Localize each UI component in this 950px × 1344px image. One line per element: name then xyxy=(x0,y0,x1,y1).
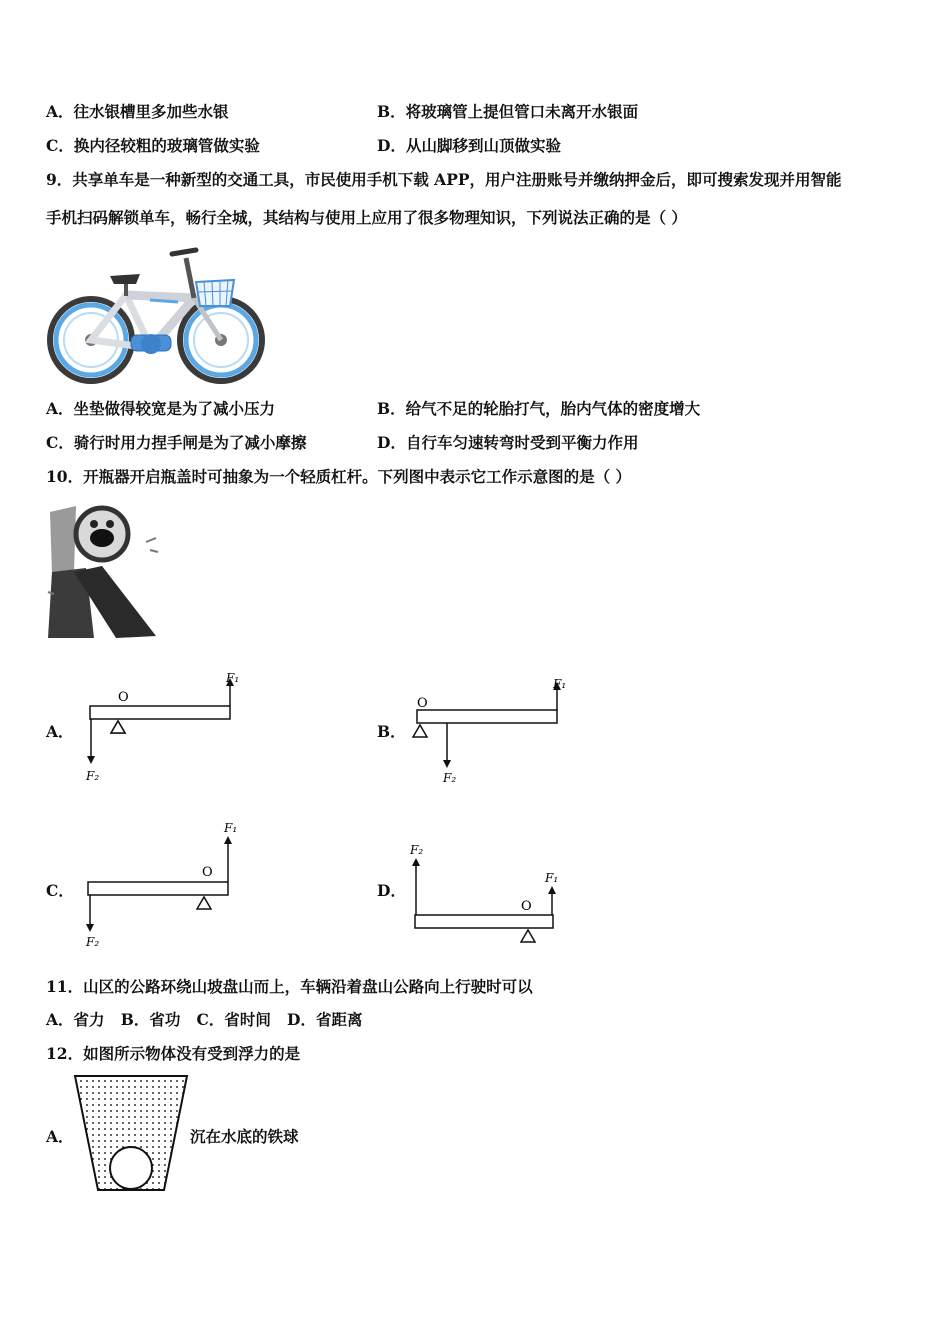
lever-c-pivot-label: O xyxy=(202,865,213,880)
q11-options: A．省力 B．省功 C．省时间 D．省距离 xyxy=(46,1010,363,1029)
q10-option-d-label: D． xyxy=(377,881,406,900)
lever-diagram-a xyxy=(80,670,245,790)
bottle-opener-photo xyxy=(46,502,164,640)
q10-option-c-label: C． xyxy=(46,881,74,900)
q12-option-a-label: A． xyxy=(46,1127,74,1146)
lever-b-f2-label: F₂ xyxy=(443,771,457,785)
q12-option-a-caption: 沉在水底的铁球 xyxy=(190,1127,299,1146)
q9-stem-line1: 9．共享单车是一种新型的交通工具，市民使用手机下载 APP，用户注册账号并缴纳押金后，即可搜索发现并用智能 xyxy=(46,170,842,189)
q9-option-b: B．给气不足的轮胎打气，胎内气体的密度增大 xyxy=(377,399,701,418)
q8-option-a: A．往水银槽里多加些水银 xyxy=(46,102,229,121)
lever-diagram-c xyxy=(80,814,245,949)
bicycle-figure xyxy=(46,240,266,388)
q9-option-a: A．坐垫做得较宽是为了减小压力 xyxy=(46,399,276,418)
lever-b-f1-label: F₁ xyxy=(553,677,567,691)
q9-stem-line2: 手机扫码解锁单车，畅行全城，其结构与使用上应用了很多物理知识，下列说法正确的是（ ） xyxy=(46,208,687,227)
q10-stem: 10．开瓶器开启瓶盖时可抽象为一个轻质杠杆。下列图中表示它工作示意图的是（ ） xyxy=(46,467,631,486)
lever-a-f2-label: F₂ xyxy=(86,769,100,783)
q9-option-c: C．骑行时用力捏手闸是为了减小摩擦 xyxy=(46,433,307,452)
lever-d-f1-label: F₁ xyxy=(545,871,559,885)
lever-diagram-d xyxy=(405,838,575,948)
q10-option-a-label: A． xyxy=(46,722,74,741)
lever-diagram-b xyxy=(405,674,575,789)
q12-stem: 12．如图所示物体没有受到浮力的是 xyxy=(46,1044,301,1063)
sunken-iron-ball-figure xyxy=(72,1072,192,1196)
q8-option-c: C．换内径较粗的玻璃管做实验 xyxy=(46,136,260,155)
q10-option-b-label: B． xyxy=(377,722,406,741)
lever-d-pivot-label: O xyxy=(521,899,532,914)
lever-d-f2-label: F₂ xyxy=(410,843,424,857)
q8-option-d: D．从山脚移到山顶做实验 xyxy=(377,136,561,155)
lever-a-f1-label: F₁ xyxy=(226,671,240,685)
q11-stem: 11．山区的公路环绕山坡盘山而上，车辆沿着盘山公路向上行驶时可以 xyxy=(46,977,533,996)
lever-a-pivot-label: O xyxy=(118,690,129,705)
q9-option-d: D．自行车匀速转弯时受到平衡力作用 xyxy=(377,433,639,452)
lever-b-pivot-label: O xyxy=(417,696,428,711)
lever-c-f2-label: F₂ xyxy=(86,935,100,949)
q8-option-b: B．将玻璃管上提但管口未离开水银面 xyxy=(377,102,639,121)
lever-c-f1-label: F₁ xyxy=(224,821,238,835)
